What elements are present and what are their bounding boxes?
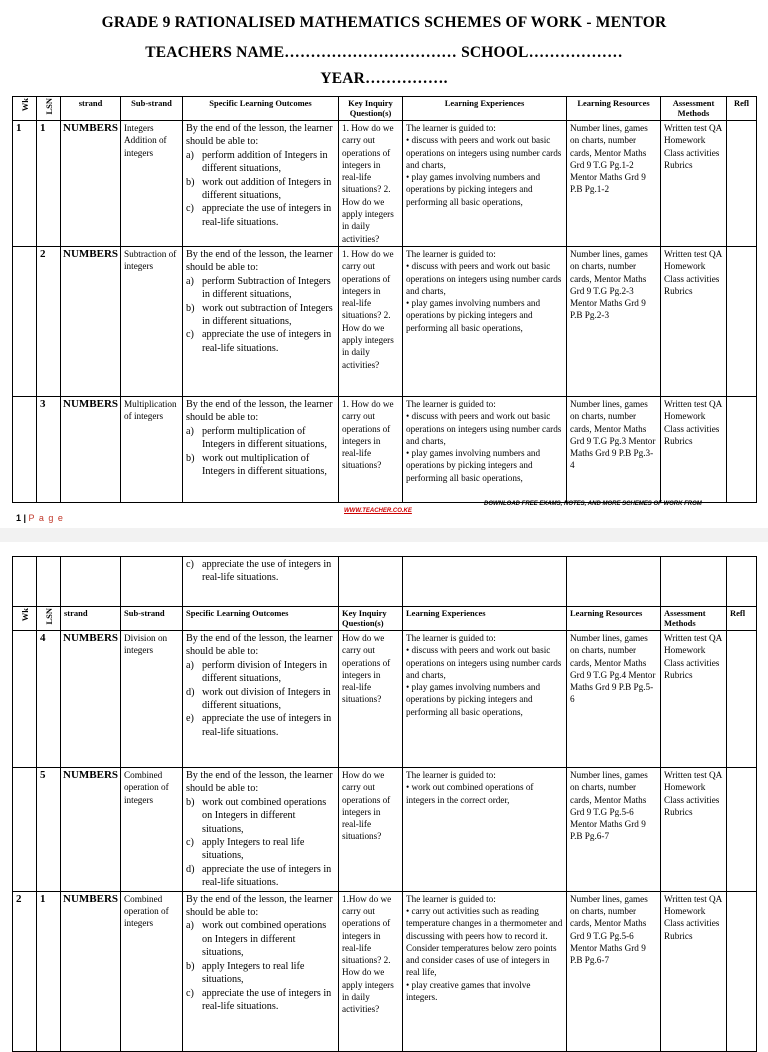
page-2 bbox=[0, 540, 768, 1024]
lesson-cell: 5 bbox=[37, 768, 61, 892]
resources-cell: Number lines, games on charts, number cards, Mentor Maths Grd 9 T.G Pg.4 Mentor Maths Grd 9 P.B Pg.5-6 bbox=[567, 631, 661, 768]
reflection-cell bbox=[727, 891, 757, 1051]
slo-item: b) work out combined operations on Integers in different situations, bbox=[186, 796, 327, 835]
lesson-cell: 1 bbox=[37, 891, 61, 1051]
reflection-cell bbox=[727, 396, 757, 502]
le-item: • discuss with peers and work out basic operations on integers using number cards and charts, bbox=[406, 135, 562, 170]
kiq-cell: How do we carry out operations of integers in real-life situations? bbox=[339, 631, 403, 768]
reflection-cell bbox=[727, 246, 757, 396]
page-number bbox=[16, 513, 64, 523]
le-intro: The learner is guided to: bbox=[406, 248, 496, 259]
slo-item: a) perform multiplication of Integers in different situations, bbox=[186, 425, 327, 451]
slo-intro: By the end of the lesson, the learner should be able to: bbox=[186, 633, 333, 658]
le-cell bbox=[403, 891, 567, 1051]
assessment-cell: Written test QA Homework Class activities Rubrics bbox=[661, 631, 727, 768]
le-item: • play games involving numbers and operations by picking integers and performing all basic operations, bbox=[406, 172, 541, 207]
col-le: Learning Experiences bbox=[403, 607, 567, 631]
week-cell bbox=[13, 396, 37, 502]
reflection-cell bbox=[727, 631, 757, 768]
le-item: • carry out activities such as reading temperature changes in a thermometer and discussing with peers how to record it. Consider temperatures below zero points and consider cases of use of integers in real life, bbox=[406, 905, 563, 978]
slo-intro: By the end of the lesson, the learner should be able to: bbox=[186, 770, 333, 795]
le-intro: The learner is guided to: bbox=[406, 893, 496, 904]
week-cell bbox=[13, 631, 37, 768]
reflection-cell bbox=[727, 121, 757, 247]
le-item: • play creative games that involve integers. bbox=[406, 979, 531, 1003]
week-cell: 2 bbox=[13, 891, 37, 1051]
col-slo: Specific Learning Outcomes bbox=[183, 607, 339, 631]
kiq-cell: 1. How do we carry out operations of integers in real-life situations? 2. How do we apply integers in daily activities? bbox=[339, 246, 403, 396]
slo-item: c) appreciate the use of integers in real-life situations. bbox=[186, 559, 332, 584]
substrand-cell: Subtraction of integers bbox=[121, 246, 183, 396]
col-am: Assessment Methods bbox=[661, 97, 727, 121]
slo-item: c) apply Integers to real life situations, bbox=[186, 837, 305, 862]
le-item: • discuss with peers and work out basic operations on integers using number cards and charts, bbox=[406, 261, 562, 296]
slo-intro: By the end of the lesson, the learner should be able to: bbox=[186, 248, 333, 274]
lesson-cell: 2 bbox=[37, 246, 61, 396]
col-lsn: LSN bbox=[43, 98, 54, 115]
le-intro: The learner is guided to: bbox=[406, 398, 496, 409]
strand-cell: NUMBERS bbox=[61, 891, 121, 1051]
resources-cell: Number lines, games on charts, number cards, Mentor Maths Grd 9 T.G Pg.2-3 Mentor Maths Grd 9 P.B Pg.2-3 bbox=[567, 246, 661, 396]
kiq-cell: How do we carry out operations of integers in real-life situations? bbox=[339, 768, 403, 892]
slo-cell bbox=[183, 768, 339, 892]
teacher-url-link[interactable]: WWW.TEACHER.CO.KE bbox=[344, 508, 412, 514]
col-strand: strand bbox=[61, 607, 121, 631]
col-lr: Learning Resources bbox=[567, 97, 661, 121]
download-note: DOWNLOAD FREE EXAMS, NOTES, AND MORE SCHEMES OF WORK FROM bbox=[484, 501, 702, 507]
strand-cell: NUMBERS bbox=[61, 768, 121, 892]
page-word: P a g e bbox=[28, 513, 64, 523]
le-intro: The learner is guided to: bbox=[406, 633, 496, 643]
substrand-cell: Combined operation of integers bbox=[121, 891, 183, 1051]
teacher-school-line: TEACHERS NAME…………………………… SCHOOL……………… bbox=[145, 44, 623, 61]
assessment-cell: Written test QA Homework Class activities Rubrics bbox=[661, 396, 727, 502]
table-row bbox=[13, 768, 757, 892]
table-row bbox=[13, 246, 757, 396]
page-number-value: 1 | bbox=[16, 513, 27, 523]
slo-item: d) work out division of Integers in different situations, bbox=[186, 686, 331, 712]
kiq-cell: 1.How do we carry out operations of integers in real-life situations? 2. How do we apply integers in daily activities? bbox=[339, 891, 403, 1051]
slo-cell bbox=[183, 121, 339, 247]
le-intro: The learner is guided to: bbox=[406, 770, 496, 780]
resources-cell: Number lines, games on charts, number cards, Mentor Maths Grd 9 T.G Pg.1-2 Mentor Maths Grd 9 P.B Pg.1-2 bbox=[567, 121, 661, 247]
resources-cell: Number lines, games on charts, number cards, Mentor Maths Grd 9 T.G Pg.3 Mentor Maths Grd 9 P.B Pg.3-4 bbox=[567, 396, 661, 502]
slo-cell bbox=[183, 891, 339, 1051]
col-strand: strand bbox=[61, 97, 121, 121]
schemes-table-page-1 bbox=[12, 96, 757, 503]
slo-cell bbox=[183, 631, 339, 768]
le-cell bbox=[403, 768, 567, 892]
col-lsn: LSN bbox=[43, 608, 54, 625]
col-slo: Specific Learning Outcomes bbox=[183, 97, 339, 121]
week-cell: 1 bbox=[13, 121, 37, 247]
slo-item: c) appreciate the use of integers in real-life situations. bbox=[186, 203, 332, 228]
kiq-cell: 1. How do we carry out operations of integers in real-life situations? 2. How do we apply integers in daily activities? bbox=[339, 121, 403, 247]
lesson-cell: 3 bbox=[37, 396, 61, 502]
slo-item: b) work out subtraction of Integers in different situations, bbox=[186, 302, 333, 327]
carry-over-row bbox=[13, 557, 757, 607]
col-wk: Wk bbox=[19, 98, 30, 112]
week-cell bbox=[13, 246, 37, 396]
col-kiq: Key Inquiry Question(s) bbox=[339, 97, 403, 121]
le-cell bbox=[403, 121, 567, 247]
table-row bbox=[13, 891, 757, 1051]
assessment-cell: Written test QA Homework Class activities Rubrics bbox=[661, 121, 727, 247]
slo-item: c) appreciate the use of integers in real-life situations. bbox=[186, 329, 332, 354]
substrand-cell: Combined operation of integers bbox=[121, 768, 183, 892]
col-substrand: Sub-strand bbox=[121, 607, 183, 631]
strand-cell: NUMBERS bbox=[61, 396, 121, 502]
le-item: • play games involving numbers and operations by picking integers and performing all basic operations, bbox=[406, 448, 541, 483]
le-intro: The learner is guided to: bbox=[406, 123, 496, 133]
lesson-cell: 1 bbox=[37, 121, 61, 247]
slo-cell bbox=[183, 246, 339, 396]
slo-item: a) perform addition of Integers in different situations, bbox=[186, 149, 328, 175]
slo-item: a) perform Subtraction of Integers in different situations, bbox=[186, 275, 331, 301]
table-row bbox=[13, 631, 757, 768]
kiq-cell: 1. How do we carry out operations of integers in real-life situations? bbox=[339, 396, 403, 502]
slo-item: d) appreciate the use of integers in real-life situations. bbox=[186, 863, 332, 889]
table-body-page-2 bbox=[13, 631, 757, 1052]
le-item: • discuss with peers and work out basic operations on integers using number cards and charts, bbox=[406, 411, 562, 446]
table-row bbox=[13, 396, 757, 502]
col-kiq: Key Inquiry Question(s) bbox=[339, 607, 403, 631]
resources-cell: Number lines, games on charts, number cards, Mentor Maths Grd 9 T.G Pg.5-6 Mentor Maths Grd 9 P.B Pg.6-7 bbox=[567, 891, 661, 1051]
table-body-page-1 bbox=[13, 121, 757, 503]
substrand-cell: Multiplication of integers bbox=[121, 396, 183, 502]
table-row bbox=[13, 121, 757, 247]
substrand-cell: Division on integers bbox=[121, 631, 183, 768]
col-am: Assessment Methods bbox=[661, 607, 727, 631]
assessment-cell: Written test QA Homework Class activities Rubrics bbox=[661, 768, 727, 892]
strand-cell: NUMBERS bbox=[61, 246, 121, 396]
slo-intro: By the end of the lesson, the learner should be able to: bbox=[186, 123, 333, 148]
slo-cell bbox=[183, 396, 339, 502]
slo-item: b) apply Integers to real life situations, bbox=[186, 960, 305, 986]
schemes-table-page-2 bbox=[12, 556, 757, 1052]
table-header-row bbox=[13, 97, 757, 121]
slo-item: b) work out multiplication of Integers in different situations, bbox=[186, 452, 327, 477]
table-header-row bbox=[13, 607, 757, 631]
resources-cell: Number lines, games on charts, number cards, Mentor Maths Grd 9 T.G Pg.5-6 Mentor Maths Grd 9 P.B Pg.6-7 bbox=[567, 768, 661, 892]
col-refl: Refl bbox=[727, 97, 757, 121]
slo-item: c) appreciate the use of integers in real-life situations. bbox=[186, 987, 332, 1012]
le-cell bbox=[403, 631, 567, 768]
le-item: • discuss with peers and work out basic operations on integers using number cards and charts, bbox=[406, 645, 562, 680]
le-cell bbox=[403, 246, 567, 396]
slo-item: e) appreciate the use of integers in real-life situations. bbox=[186, 713, 332, 738]
slo-item: a) work out combined operations on Integers in different situations, bbox=[186, 920, 327, 959]
year-line: YEAR……………. bbox=[320, 70, 448, 87]
slo-intro: By the end of the lesson, the learner should be able to: bbox=[186, 893, 333, 919]
document-title: GRADE 9 RATIONALISED MATHEMATICS SCHEMES OF WORK - MENTOR bbox=[101, 14, 667, 31]
le-item: • play games involving numbers and operations by picking integers and performing all basic operations, bbox=[406, 298, 541, 333]
le-item: • work out combined operations of integers in the correct order, bbox=[406, 782, 534, 805]
col-lr: Learning Resources bbox=[567, 607, 661, 631]
week-cell bbox=[13, 768, 37, 892]
assessment-cell: Written test QA Homework Class activities Rubrics bbox=[661, 246, 727, 396]
assessment-cell: Written test QA Homework Class activities Rubrics bbox=[661, 891, 727, 1051]
strand-cell: NUMBERS bbox=[61, 631, 121, 768]
slo-item: b) work out addition of Integers in different situations, bbox=[186, 176, 332, 202]
reflection-cell bbox=[727, 768, 757, 892]
lesson-cell: 4 bbox=[37, 631, 61, 768]
slo-intro: By the end of the lesson, the learner should be able to: bbox=[186, 398, 333, 424]
le-cell bbox=[403, 396, 567, 502]
strand-cell: NUMBERS bbox=[61, 121, 121, 247]
col-wk: Wk bbox=[19, 608, 30, 622]
col-substrand: Sub-strand bbox=[121, 97, 183, 121]
col-le: Learning Experiences bbox=[403, 97, 567, 121]
col-refl: Refl bbox=[727, 607, 757, 631]
le-item: • play games involving numbers and operations by picking integers and performing all basic operations, bbox=[406, 682, 541, 717]
substrand-cell: Integers Addition of integers bbox=[121, 121, 183, 247]
slo-item: a) perform division of Integers in different situations, bbox=[186, 659, 328, 685]
